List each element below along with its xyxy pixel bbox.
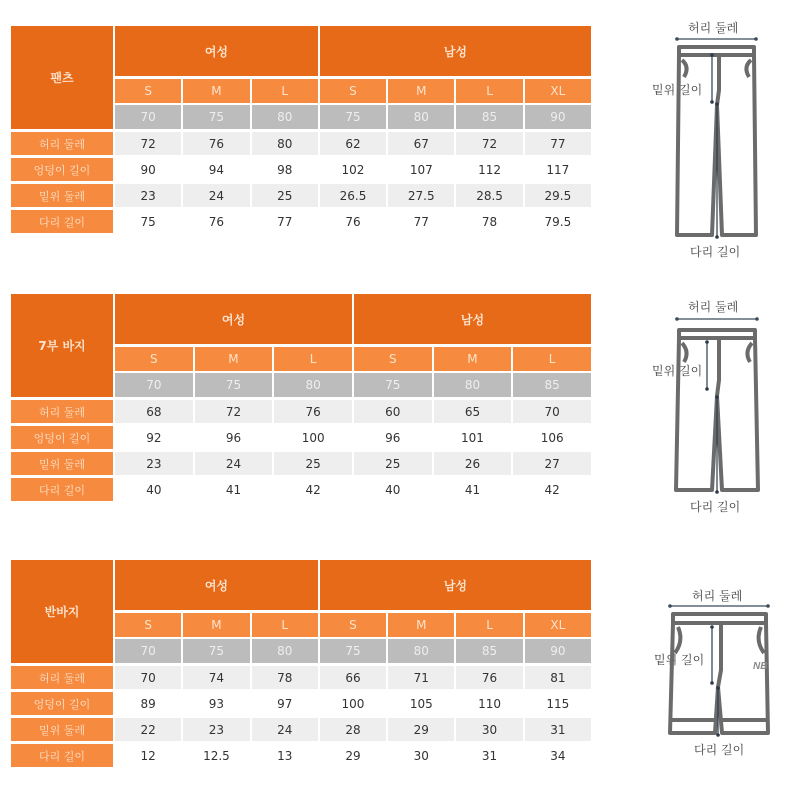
cell-value: 89 [115, 692, 181, 718]
cell-value: 12.5 [183, 744, 249, 770]
category-label: 팬츠 [11, 26, 113, 132]
cropped-pants-size-table [9, 294, 593, 504]
cell-value: 27.5 [388, 184, 454, 210]
category-label: 반바지 [11, 560, 113, 666]
cell-value: 41 [434, 478, 512, 504]
size-label: S [320, 79, 386, 105]
cell-value: 100 [320, 692, 386, 718]
waist-size: 70 [115, 105, 181, 132]
cropped-pants-icon [640, 290, 800, 520]
nb-logo-icon: NB [753, 661, 768, 672]
cell-value: 67 [388, 132, 454, 158]
waist-size: 85 [456, 639, 522, 666]
cell-value: 90 [115, 158, 181, 184]
cell-value: 98 [252, 158, 318, 184]
cell-value: 76 [274, 400, 352, 426]
waist-size: 70 [115, 639, 181, 666]
men-header: 남성 [354, 294, 591, 347]
waist-size: 75 [354, 373, 432, 400]
cell-value: 72 [195, 400, 273, 426]
cell-value: 27 [513, 452, 591, 478]
pants-size-table [9, 26, 593, 236]
cell-value: 29.5 [525, 184, 591, 210]
row-label: 밑위 둘레 [11, 718, 113, 744]
row-label: 다리 길이 [11, 210, 113, 236]
table-row [11, 452, 591, 478]
cell-value: 25 [252, 184, 318, 210]
cell-value: 112 [456, 158, 522, 184]
waist-size: 80 [434, 373, 512, 400]
women-header: 여성 [115, 26, 318, 79]
table-row [11, 692, 591, 718]
size-label: XL [525, 613, 591, 639]
leg-label: 다리 길이 [694, 743, 745, 757]
cell-value: 102 [320, 158, 386, 184]
cell-value: 76 [183, 132, 249, 158]
waist-size: 75 [183, 639, 249, 666]
cell-value: 78 [252, 666, 318, 692]
waist-size: 75 [183, 105, 249, 132]
cell-value: 70 [513, 400, 591, 426]
shorts-icon [640, 575, 800, 765]
shorts-measurement-diagram [640, 575, 800, 765]
size-label: S [115, 79, 181, 105]
cell-value: 29 [320, 744, 386, 770]
cell-value: 105 [388, 692, 454, 718]
waist-size: 85 [513, 373, 591, 400]
cell-value: 74 [183, 666, 249, 692]
table-row [11, 400, 591, 426]
cell-value: 80 [252, 132, 318, 158]
cell-value: 40 [115, 478, 193, 504]
cell-value: 31 [456, 744, 522, 770]
cell-value: 30 [456, 718, 522, 744]
size-label: M [195, 347, 273, 373]
row-label: 다리 길이 [11, 744, 113, 770]
cell-value: 96 [195, 426, 273, 452]
cell-value: 77 [525, 132, 591, 158]
size-label: L [513, 347, 591, 373]
cell-value: 100 [274, 426, 352, 452]
cell-value: 93 [183, 692, 249, 718]
cell-value: 28 [320, 718, 386, 744]
size-label: S [320, 613, 386, 639]
waist-label: 허리 둘레 [688, 21, 739, 35]
cell-value: 42 [513, 478, 591, 504]
cell-value: 101 [434, 426, 512, 452]
table-row [11, 184, 591, 210]
cell-value: 115 [525, 692, 591, 718]
cell-value: 96 [354, 426, 432, 452]
cell-value: 62 [320, 132, 386, 158]
size-label: S [354, 347, 432, 373]
row-label: 밑위 둘레 [11, 452, 113, 478]
table-row [11, 132, 591, 158]
cell-value: 70 [115, 666, 181, 692]
cell-value: 12 [115, 744, 181, 770]
cell-value: 34 [525, 744, 591, 770]
size-label: L [274, 347, 352, 373]
rise-label: 밑위 길이 [654, 653, 705, 667]
cell-value: 92 [115, 426, 193, 452]
waist-size: 75 [320, 639, 386, 666]
cell-value: 78 [456, 210, 522, 236]
row-label: 엉덩이 길이 [11, 158, 113, 184]
table-row [11, 718, 591, 744]
cell-value: 77 [252, 210, 318, 236]
cell-value: 106 [513, 426, 591, 452]
size-label: M [183, 79, 249, 105]
cropped-pants-measurement-diagram [640, 290, 800, 520]
size-label: S [115, 613, 181, 639]
table-row [11, 666, 591, 692]
cell-value: 76 [320, 210, 386, 236]
rise-label: 밑위 길이 [652, 83, 703, 97]
waist-size: 75 [195, 373, 273, 400]
pants-icon [640, 15, 800, 265]
row-label: 엉덩이 길이 [11, 426, 113, 452]
cell-value: 60 [354, 400, 432, 426]
cell-value: 22 [115, 718, 181, 744]
size-label: M [388, 613, 454, 639]
waist-size: 80 [274, 373, 352, 400]
leg-label: 다리 길이 [690, 500, 741, 514]
cell-value: 41 [195, 478, 273, 504]
waist-size: 90 [525, 639, 591, 666]
waist-size: 80 [252, 639, 318, 666]
size-label: L [252, 613, 318, 639]
table-row [11, 478, 591, 504]
cell-value: 25 [354, 452, 432, 478]
cell-value: 66 [320, 666, 386, 692]
cell-value: 13 [252, 744, 318, 770]
cell-value: 94 [183, 158, 249, 184]
leg-label: 다리 길이 [690, 245, 741, 259]
waist-size: 75 [320, 105, 386, 132]
cell-value: 29 [388, 718, 454, 744]
row-label: 허리 둘레 [11, 400, 113, 426]
cell-value: 40 [354, 478, 432, 504]
cell-value: 75 [115, 210, 181, 236]
women-header: 여성 [115, 294, 352, 347]
waist-size: 80 [388, 105, 454, 132]
cell-value: 25 [274, 452, 352, 478]
cell-value: 24 [252, 718, 318, 744]
waist-size: 90 [525, 105, 591, 132]
cell-value: 23 [115, 452, 193, 478]
shorts-size-table [9, 560, 593, 770]
row-label: 허리 둘레 [11, 132, 113, 158]
cell-value: 71 [388, 666, 454, 692]
rise-label: 밑위 길이 [652, 364, 703, 378]
waist-size: 85 [456, 105, 522, 132]
cell-value: 24 [183, 184, 249, 210]
size-label: M [434, 347, 512, 373]
cell-value: 81 [525, 666, 591, 692]
table-row [11, 744, 591, 770]
size-label: M [183, 613, 249, 639]
men-header: 남성 [320, 560, 591, 613]
waist-label: 허리 둘레 [692, 589, 743, 603]
waist-size: 80 [388, 639, 454, 666]
waist-size: 70 [115, 373, 193, 400]
table-row [11, 158, 591, 184]
size-label: L [456, 79, 522, 105]
cell-value: 76 [456, 666, 522, 692]
waist-size: 80 [252, 105, 318, 132]
women-header: 여성 [115, 560, 318, 613]
cell-value: 68 [115, 400, 193, 426]
row-label: 다리 길이 [11, 478, 113, 504]
cell-value: 117 [525, 158, 591, 184]
cell-value: 97 [252, 692, 318, 718]
cell-value: 26.5 [320, 184, 386, 210]
size-label: XL [525, 79, 591, 105]
table-row [11, 426, 591, 452]
category-label: 7부 바지 [11, 294, 113, 400]
row-label: 엉덩이 길이 [11, 692, 113, 718]
cell-value: 110 [456, 692, 522, 718]
cell-value: 23 [115, 184, 181, 210]
size-label: L [456, 613, 522, 639]
cell-value: 77 [388, 210, 454, 236]
cell-value: 76 [183, 210, 249, 236]
cell-value: 72 [115, 132, 181, 158]
cell-value: 24 [195, 452, 273, 478]
cell-value: 26 [434, 452, 512, 478]
cell-value: 79.5 [525, 210, 591, 236]
cell-value: 107 [388, 158, 454, 184]
cell-value: 72 [456, 132, 522, 158]
cell-value: 30 [388, 744, 454, 770]
size-label: S [115, 347, 193, 373]
row-label: 허리 둘레 [11, 666, 113, 692]
cell-value: 23 [183, 718, 249, 744]
cell-value: 42 [274, 478, 352, 504]
men-header: 남성 [320, 26, 591, 79]
cell-value: 65 [434, 400, 512, 426]
cell-value: 28.5 [456, 184, 522, 210]
size-label: L [252, 79, 318, 105]
row-label: 밑위 둘레 [11, 184, 113, 210]
table-row [11, 210, 591, 236]
waist-label: 허리 둘레 [688, 300, 739, 314]
cell-value: 31 [525, 718, 591, 744]
pants-measurement-diagram [640, 15, 800, 265]
size-label: M [388, 79, 454, 105]
